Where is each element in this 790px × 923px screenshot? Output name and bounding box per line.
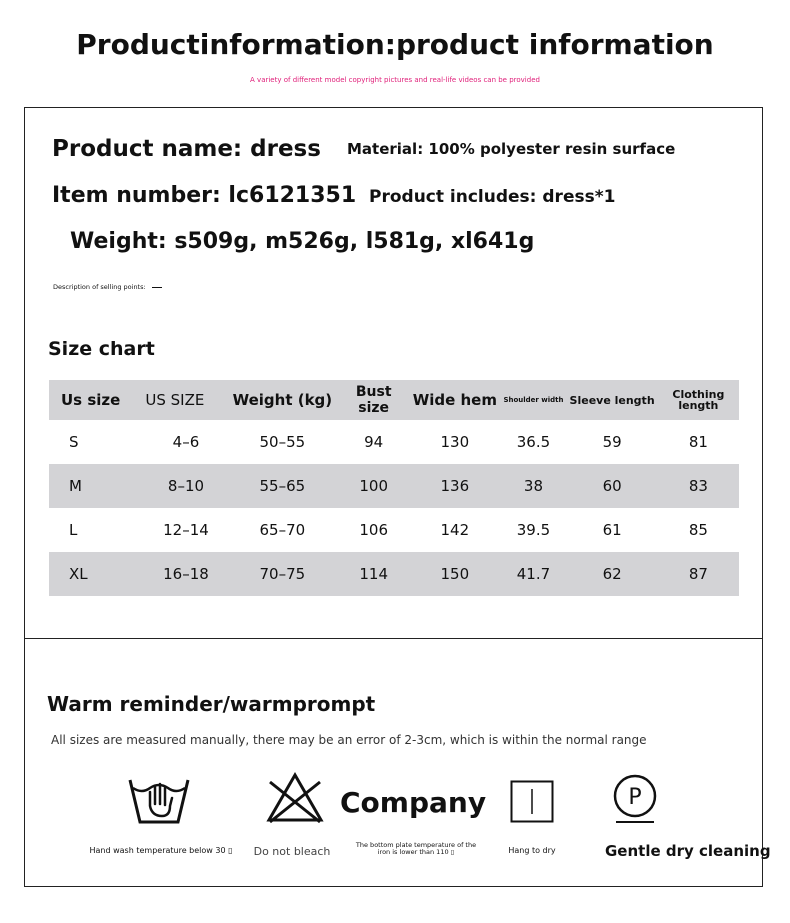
dry-clean-label: Gentle dry cleaning xyxy=(605,842,771,860)
hang-dry-icon xyxy=(510,780,554,824)
product-name: Product name: dress xyxy=(52,136,321,162)
cell-clothing: 83 xyxy=(658,464,739,508)
header-sleeve: Sleeve length xyxy=(566,380,657,420)
header-us-size: Us size xyxy=(49,380,145,420)
cell-size: S xyxy=(69,433,79,451)
cell-size: XL xyxy=(49,552,145,596)
svg-text:P: P xyxy=(628,785,642,810)
cell-shoulder: 39.5 xyxy=(516,521,551,539)
cell-bust: 100 xyxy=(338,464,409,508)
size-chart-table xyxy=(49,380,739,596)
table-header-row xyxy=(49,380,739,420)
cell-weight: 70–75 xyxy=(227,552,339,596)
cell-us: 12–14 xyxy=(163,521,209,539)
cell-weight: 50–55 xyxy=(259,433,306,451)
iron-label: The bottom plate temperature of the iron is lower than 110 ▯ xyxy=(355,841,477,856)
header-bust: Bust size xyxy=(338,380,409,420)
item-number: Item number: lc6121351 xyxy=(52,183,357,208)
table-row xyxy=(49,552,739,596)
hang-dry-label: Hang to dry xyxy=(508,846,556,855)
dry-clean-icon xyxy=(612,774,658,824)
cell-sleeve: 60 xyxy=(566,464,657,508)
cell-hem: 136 xyxy=(409,464,500,508)
header-shoulder: Shoulder width xyxy=(501,380,567,420)
product-material: Material: 100% polyester resin surface xyxy=(347,140,676,158)
table-row xyxy=(49,420,739,464)
reminder-title: Warm reminder/warmprompt xyxy=(47,692,376,716)
header-clothing: Clothing length xyxy=(658,380,739,420)
header-hem: Wide hem xyxy=(409,380,500,420)
header-weight: Weight (kg) xyxy=(227,380,339,420)
cell-bust: 106 xyxy=(359,521,388,539)
cell-clothing: 87 xyxy=(658,552,739,596)
cell-sleeve: 62 xyxy=(566,552,657,596)
cell-weight: 65–70 xyxy=(259,521,306,539)
cell-hem: 150 xyxy=(409,552,500,596)
cell-sleeve: 59 xyxy=(602,433,622,451)
cell-us: 8–10 xyxy=(145,464,226,508)
product-weight: Weight: s509g, m526g, l581g, xl641g xyxy=(70,229,535,254)
hand-wash-icon xyxy=(128,776,190,826)
cell-shoulder: 38 xyxy=(501,464,567,508)
page-title: Productinformation:product information xyxy=(76,28,714,61)
cell-shoulder: 41.7 xyxy=(501,552,567,596)
cell-bust: 114 xyxy=(338,552,409,596)
no-bleach-label: Do not bleach xyxy=(253,845,331,858)
cell-us: 4–6 xyxy=(172,433,200,451)
section-divider xyxy=(24,638,763,639)
cell-hem: 130 xyxy=(440,433,470,451)
reminder-text: All sizes are measured manually, there may be an error of 2-3cm, which is within the normal range xyxy=(51,733,647,747)
selling-points-label: Description of selling points: xyxy=(53,283,162,291)
header-us-size-alt: US SIZE xyxy=(145,380,226,420)
page-subtitle: A variety of different model copyright pictures and real-life videos can be provided xyxy=(250,76,540,84)
cell-hem: 142 xyxy=(440,521,470,539)
cell-clothing: 81 xyxy=(688,433,708,451)
cell-sleeve: 61 xyxy=(602,521,622,539)
product-includes: Product includes: dress*1 xyxy=(369,187,616,207)
cell-size: L xyxy=(69,521,78,539)
table-row xyxy=(49,464,739,508)
company-logo: Company xyxy=(340,786,487,819)
cell-shoulder: 36.5 xyxy=(516,433,551,451)
cell-size: M xyxy=(49,464,145,508)
cell-clothing: 85 xyxy=(688,521,708,539)
hand-wash-label: Hand wash temperature below 30 ▯ xyxy=(89,846,233,855)
no-bleach-icon xyxy=(266,772,324,824)
table-row xyxy=(49,508,739,552)
size-chart-title: Size chart xyxy=(48,338,155,360)
cell-weight: 55–65 xyxy=(227,464,339,508)
cell-us: 16–18 xyxy=(145,552,226,596)
cell-bust: 94 xyxy=(364,433,384,451)
